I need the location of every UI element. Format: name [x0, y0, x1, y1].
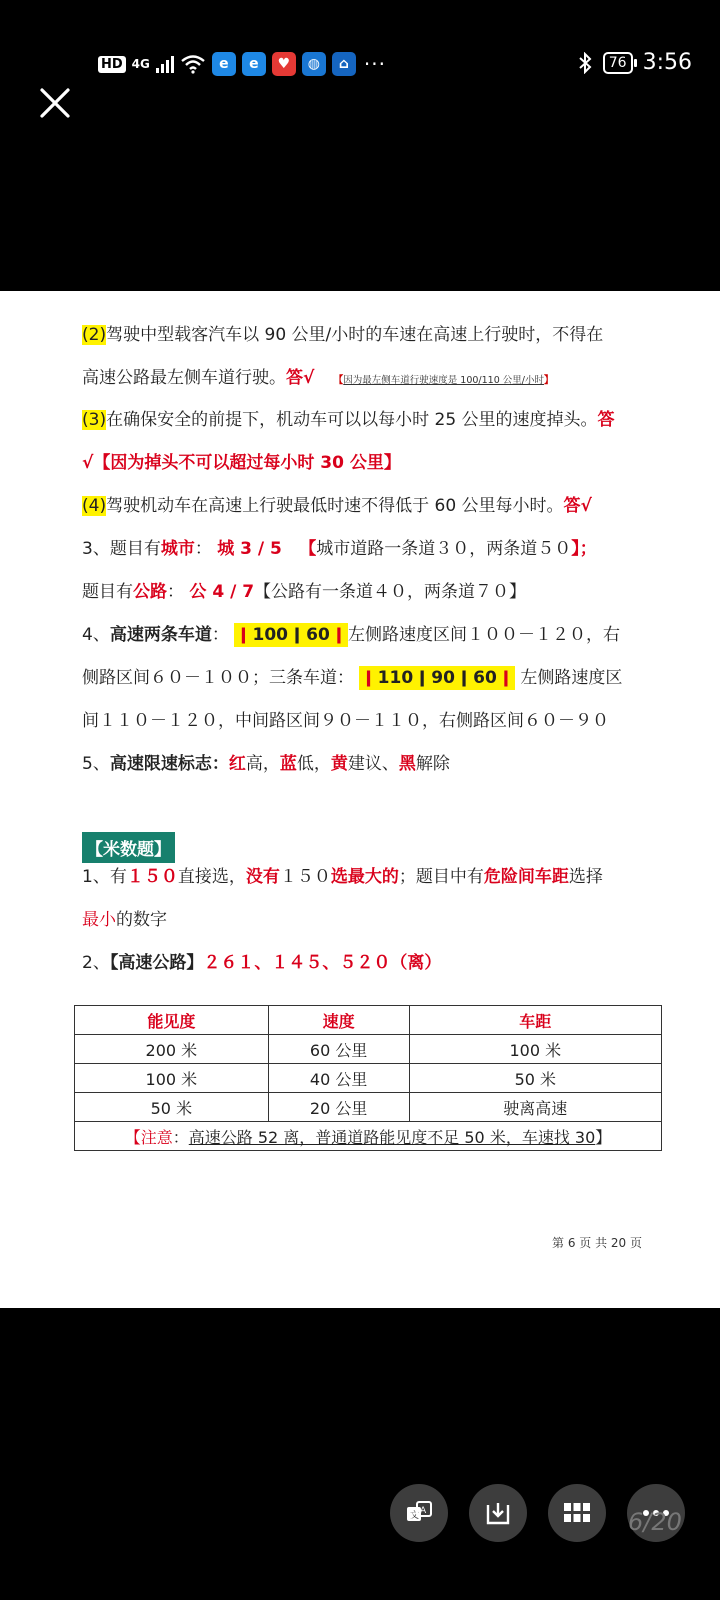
doc-line: √【因为掉头不可以超过每小时 30 公里】 — [82, 453, 401, 473]
section-heading: 【米数题】 — [82, 832, 175, 863]
visibility-speed-table — [74, 1005, 662, 1151]
status-bar — [0, 0, 720, 76]
house-app-icon: ⌂ — [332, 52, 356, 76]
doc-line: 侧路区间６０－１００；三条车道： ǀ 110 ǀ 90 ǀ 60 ǀ 左侧路速度区 — [82, 668, 623, 688]
doc-line: 1、有１５０直接选，没有１５０选最大的；题目中有危险间车距选择 — [82, 867, 603, 887]
page-number: 第 6 页 共 20 页 — [552, 1236, 642, 1250]
doc-line: 高速公路最左侧车道行驶。答√ 【因为最左侧车道行驶速度是 100/110 公里/小时】 — [82, 368, 554, 388]
close-icon[interactable] — [38, 86, 72, 120]
doc-line: (2)驾驶中型载客汽车以 90 公里/小时的车速在高速上行驶时，不得在 — [82, 325, 604, 345]
speed-box-three-lanes: ǀ 110 ǀ 90 ǀ 60 ǀ — [359, 666, 515, 690]
document-page — [0, 291, 720, 1308]
grid-icon — [563, 1502, 591, 1524]
table-row — [75, 1064, 662, 1093]
doc-line: 最小的数字 — [82, 910, 167, 930]
status-right — [577, 50, 692, 75]
table-row — [75, 1093, 662, 1122]
doc-line: 3、题目有城市： 城 3 / 5 【城市道路一条道３０，两条道５０】； — [82, 539, 597, 559]
doc-line: 5、高速限速标志：红高，蓝低，黄建议、黑解除 — [82, 754, 450, 774]
table-header: 车距 — [409, 1006, 661, 1035]
doc-line: 2、【高速公路】２６１、１４５、５２０（离） — [82, 953, 442, 973]
table-cell: 40 公里 — [268, 1064, 409, 1093]
table-cell: 60 公里 — [268, 1035, 409, 1064]
speed-box-two-lanes: ǀ 100 ǀ 60 ǀ — [234, 623, 348, 647]
table-header-row — [75, 1006, 662, 1035]
doc-line: 间１１０－１２０，中间路区间９０－１１０，右侧路区间６０－９０ — [82, 711, 609, 731]
translate-icon — [404, 1498, 434, 1528]
table-cell: 200 米 — [75, 1035, 269, 1064]
network-type: 4G — [131, 57, 150, 71]
e-app-icon: e — [212, 52, 236, 76]
battery-indicator: 76 — [603, 52, 633, 74]
table-cell: 100 米 — [75, 1064, 269, 1093]
doc-line: 题目有公路： 公 4 / 7【公路有一条道４０，两条道７０】 — [82, 582, 527, 602]
svg-text:文: 文 — [410, 1511, 420, 1521]
table-note-row — [75, 1122, 662, 1151]
grid-view-button[interactable] — [548, 1484, 606, 1542]
bluetooth-icon — [577, 52, 593, 74]
table-cell: 20 公里 — [268, 1093, 409, 1122]
table-cell: 50 米 — [75, 1093, 269, 1122]
page-counter: 6/20 — [628, 1508, 682, 1536]
status-left — [98, 52, 386, 76]
signal-icon — [156, 55, 174, 73]
doc-line: (3)在确保安全的前提下，机动车可以以每小时 25 公里的速度掉头。答 — [82, 410, 615, 430]
heart-app-icon: ♥ — [272, 52, 296, 76]
doc-line: 4、高速两条车道： ǀ 100 ǀ 60 ǀ 左侧路速度区间１００－１２０，右 — [82, 625, 621, 645]
wifi-icon — [180, 54, 206, 74]
more-notifications-icon: ··· — [363, 52, 386, 76]
e-app-icon: e — [242, 52, 266, 76]
doc-line: (4)驾驶机动车在高速上行驶最低时速不得低于 60 公里每小时。答√ — [82, 496, 592, 516]
translate-button[interactable] — [390, 1484, 448, 1542]
table-cell: 100 米 — [409, 1035, 661, 1064]
clock: 3:56 — [642, 50, 692, 75]
table-cell: 驶离高速 — [409, 1093, 661, 1122]
table-row — [75, 1035, 662, 1064]
table-header: 速度 — [268, 1006, 409, 1035]
table-note: 【注意：高速公路 52 离，普通道路能见度不足 50 米，车速找 30】 — [75, 1122, 662, 1151]
table-header: 能见度 — [75, 1006, 269, 1035]
table-cell: 50 米 — [409, 1064, 661, 1093]
download-button[interactable] — [469, 1484, 527, 1542]
svg-text:A: A — [420, 1506, 427, 1516]
hd-badge: HD — [98, 56, 126, 73]
download-icon — [484, 1499, 512, 1527]
bulb-app-icon: ◍ — [302, 52, 326, 76]
